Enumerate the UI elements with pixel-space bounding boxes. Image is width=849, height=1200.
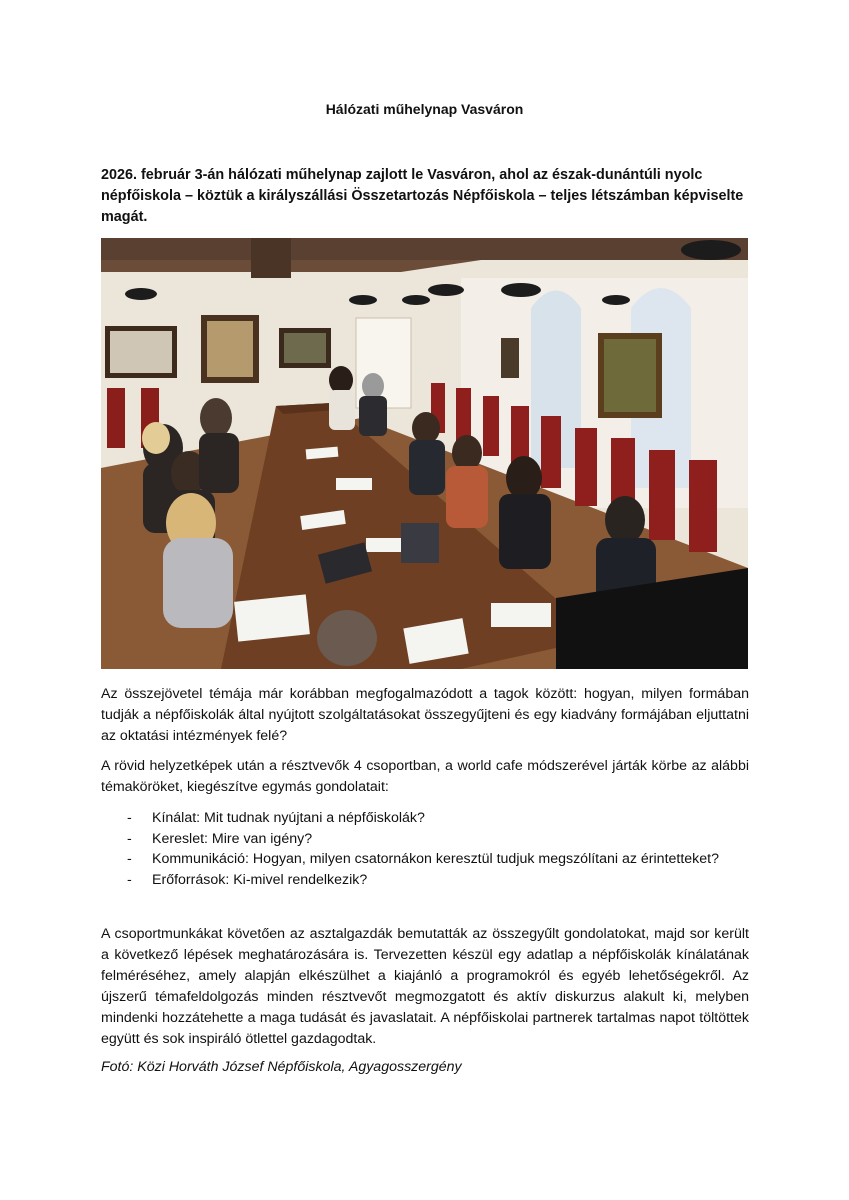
list-dash: - — [127, 871, 132, 888]
list-item — [101, 808, 749, 829]
list-dash: - — [127, 851, 132, 868]
meeting-photo — [101, 238, 748, 669]
list-item — [101, 870, 749, 891]
list-item-text: Kínálat: Mit tudnak nyújtani a népfőiskolák? — [152, 810, 425, 826]
list-item-text: Kereslet: Mire van igény? — [152, 830, 313, 847]
paragraph-2: A rövid helyzetképek után a résztvevők 4 csoportban, a world cafe módszerével járták körbe az alábbi témaköröket, kiegészítve egymás gondolatait: — [101, 758, 749, 795]
list-dash: - — [127, 830, 132, 847]
topic-list — [101, 808, 749, 890]
paragraph-1: Az összejövetel témája már korábban megfogalmazódott a tagok között: hogyan, milyen formában tudják a népfőiskolák által nyújtott szolgáltatásokat összegyűjteni és egy kiadvány formájában eljuttatni az oktatási intézmények felé? — [101, 686, 749, 744]
lead-paragraph: 2026. február 3-án hálózati műhelynap zajlott le Vasváron, ahol az észak-dunántúli nyolc népfőiskola – köztük a királyszállási Összetartozás Népfőiskola – teljes létszámban képviselte magát. — [101, 167, 744, 225]
list-item — [101, 829, 749, 850]
document-title: Hálózati műhelynap Vasváron — [325, 101, 524, 117]
photo-caption: Fotó: Közi Horváth József Népfőiskola, Agyagosszergény — [101, 1059, 462, 1075]
list-item-text: Kommunikáció: Hogyan, milyen csatornákon keresztül tudjuk megszólítani az érintetteket? — [152, 851, 719, 868]
list-dash: - — [127, 810, 132, 826]
list-item — [101, 849, 749, 870]
paragraph-3: A csoportmunkákat követően az asztalgazdák bemutatták az összegyűlt gondolatokat, majd sor került a következő lépések meghatározására is. Tervezetten készül egy adatlap a népfőiskolák kínálatának felméréséhez, amely alapján elkészülhet a kiajánló a programokról és egyéb lehetőségekről. Az újszerű témafeldolgozás minden résztvevőt megmozgatott és aktív diskurzus alakult ki, melyben mindenki hozzátehette a maga tudását és javaslatait. A népfőiskolai partnerek tartalmas napot töltöttek együtt és sok inspiráló ötlettel gazdagodtak. — [101, 926, 749, 1047]
list-item-text: Erőforrások: Ki-mivel rendelkezik? — [152, 871, 368, 888]
